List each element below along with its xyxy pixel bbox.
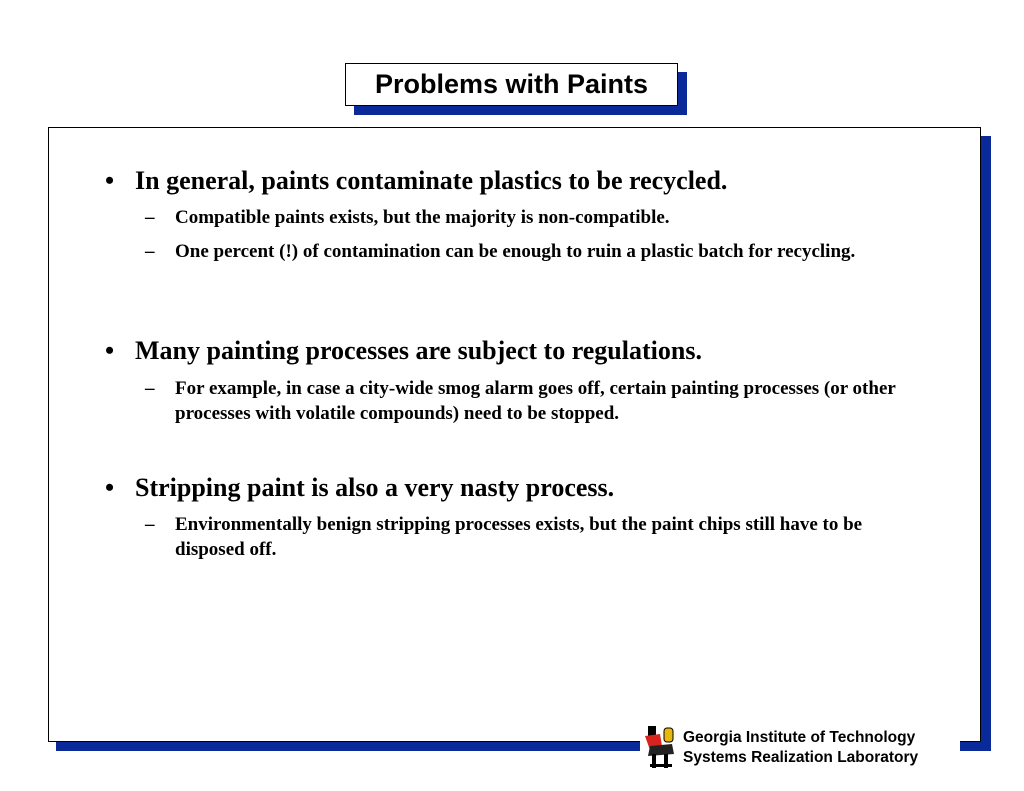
bullet-text: Many painting processes are subject to regulations.	[135, 336, 702, 365]
institution-line-2: Systems Realization Laboratory	[683, 749, 919, 766]
institution-line-1: Georgia Institute of Technology	[683, 729, 916, 746]
bullet-text: Stripping paint is also a very nasty process.	[135, 473, 615, 502]
sub-bullet-text: For example, in case a city-wide smog alarm goes off, certain painting processes (or other processes with volatile compounds) need to be stopped.	[175, 378, 896, 424]
content-panel	[48, 127, 981, 742]
sub-bullet-marker: –	[145, 241, 155, 262]
bullet-marker: •	[105, 336, 115, 365]
sub-bullet-text: Environmentally benign stripping processes exists, but the paint chips still have to be disposed off.	[175, 514, 863, 560]
sub-bullet-text: One percent (!) of contamination can be enough to ruin a plastic batch for recycling.	[175, 241, 856, 262]
bullet-marker: •	[105, 473, 115, 502]
sub-bullet-marker: –	[145, 378, 155, 399]
georgia-tech-logo-icon	[642, 724, 682, 770]
footer	[640, 722, 960, 772]
sub-bullet-marker: –	[145, 207, 155, 228]
sub-bullet-marker: –	[145, 514, 155, 535]
bullet-marker: •	[105, 166, 115, 195]
sub-bullet-text: Compatible paints exists, but the majority is non-compatible.	[175, 207, 670, 228]
institution-name	[683, 728, 918, 768]
bullet-text: In general, paints contaminate plastics to be recycled.	[135, 166, 728, 195]
slide-title: Problems with Paints	[345, 63, 678, 106]
